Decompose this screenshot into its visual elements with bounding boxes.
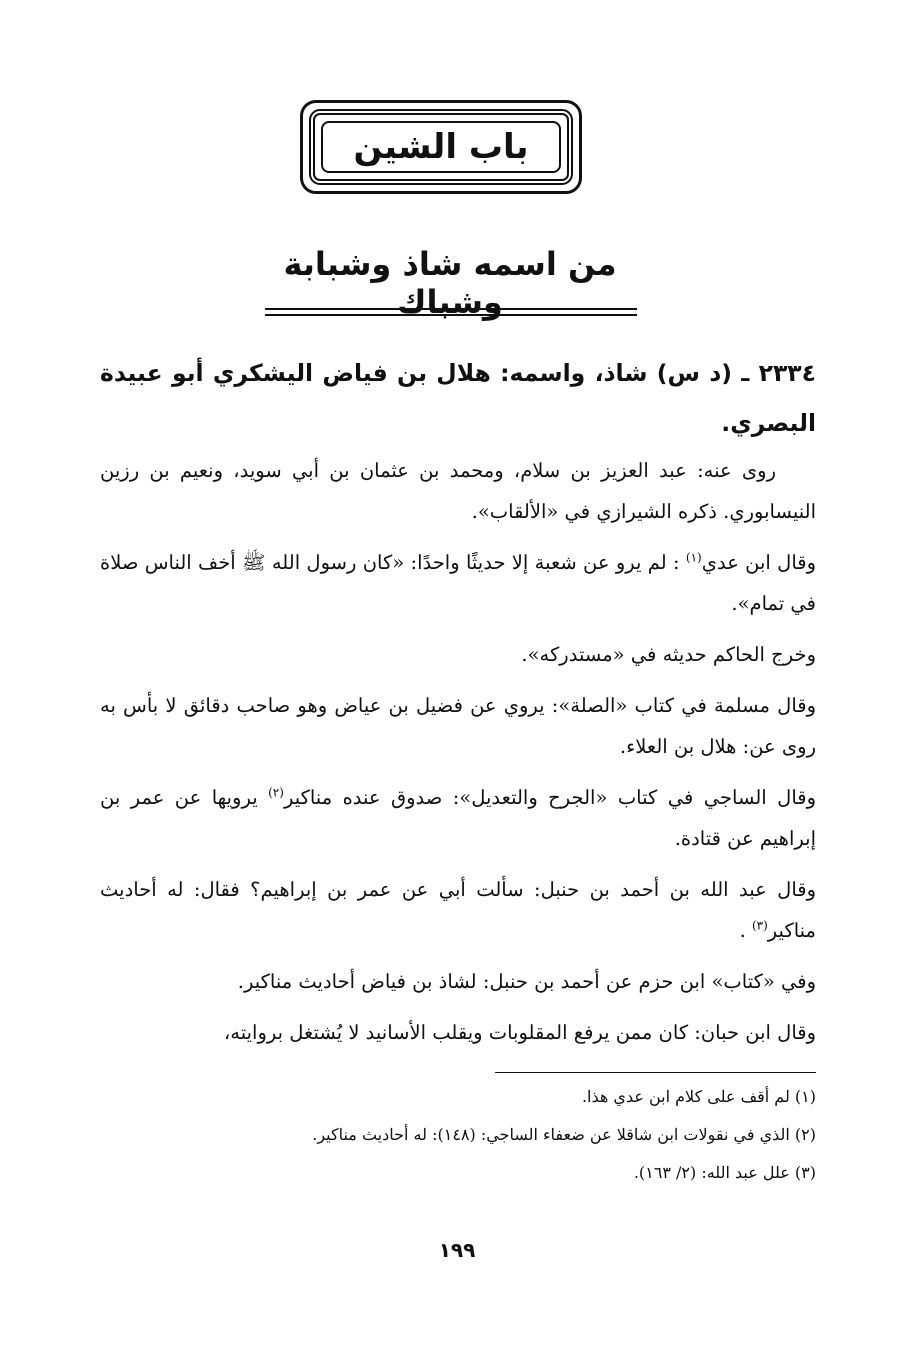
paragraph-hakim: وخرج الحاكم حديثه في «مستدركه». <box>521 643 816 666</box>
paragraph-ibn-hazm: وفي «كتاب» ابن حزم عن أحمد بن حنبل: لشاذ بن فياض أحاديث مناكير. <box>237 970 816 993</box>
footnote-ref-1[interactable]: (١) <box>685 550 702 565</box>
footnote-divider <box>495 1072 816 1073</box>
paragraph-text: وقال ابن عدي <box>701 551 816 574</box>
paragraph-narrators: روى عنه: عبد العزيز بن سلام، ومحمد بن عثمان بن أبي سويد، ونعيم بن رزين النيسابوري. ذكره الشيرازي في «الألقاب». <box>100 459 816 523</box>
paragraph-text: . <box>739 919 752 942</box>
chapter-title-frame <box>300 100 582 194</box>
entry-heading: ٢٣٣٤ ـ (د س) شاذ، واسمه: هلال بن فياض اليشكري أبو عبيدة البصري. <box>100 359 816 437</box>
paragraph-text: وقال عبد الله بن أحمد بن حنبل: سألت أبي عن عمر بن إبراهيم؟ فقال: له أحاديث مناكير <box>100 878 816 942</box>
section-title-underline <box>265 308 637 316</box>
paragraph-text: وقال الساجي في كتاب «الجرح والتعديل»: صدوق عنده مناكير <box>283 786 816 809</box>
paragraph-maslama: وقال مسلمة في كتاب «الصلة»: يروي عن فضيل بن عياض وهو صاحب دقائق لا بأس به روى عن: هلال بن العلاء. <box>100 694 816 758</box>
footnote-ref-3[interactable]: (٣) <box>751 918 768 933</box>
page-number: ١٩٩ <box>438 1238 476 1262</box>
chapter-title: باب الشين <box>353 127 529 167</box>
footnote-1: (١) لم أقف على كلام ابن عدي هذا. <box>581 1087 816 1106</box>
footnotes <box>100 1078 816 1192</box>
paragraph-text: : لم يرو عن شعبة إلا حديثًا واحدًا: «كان رسول الله ﷺ أخف الناس صلاة في تمام». <box>100 551 816 615</box>
paragraph-ibn-hibban: وقال ابن حبان: كان ممن يرفع المقلوبات ويقلب الأسانيد لا يُشتغل بروايته، <box>224 1021 816 1044</box>
entry-body <box>100 450 816 1063</box>
paragraph-abdullah <box>100 869 816 951</box>
frame-core <box>321 121 561 173</box>
footnote-ref-2[interactable]: (٢) <box>268 785 284 800</box>
paragraph-saji <box>100 777 816 859</box>
footnote-3: (٣) علل عبد الله: (٢/ ١٦٣). <box>633 1163 816 1182</box>
section-title: من اسمه شاذ وشبابة وشباك <box>283 245 617 321</box>
footnote-2: (٢) الذي في نقولات ابن شاقلا عن ضعفاء الساجي: (١٤٨): له أحاديث مناكير. <box>312 1125 816 1144</box>
frame-border <box>309 109 573 185</box>
paragraph-text: يرويها عن عمر بن إبراهيم عن قتادة. <box>100 786 816 850</box>
paragraph-ibn-adi <box>100 542 816 624</box>
